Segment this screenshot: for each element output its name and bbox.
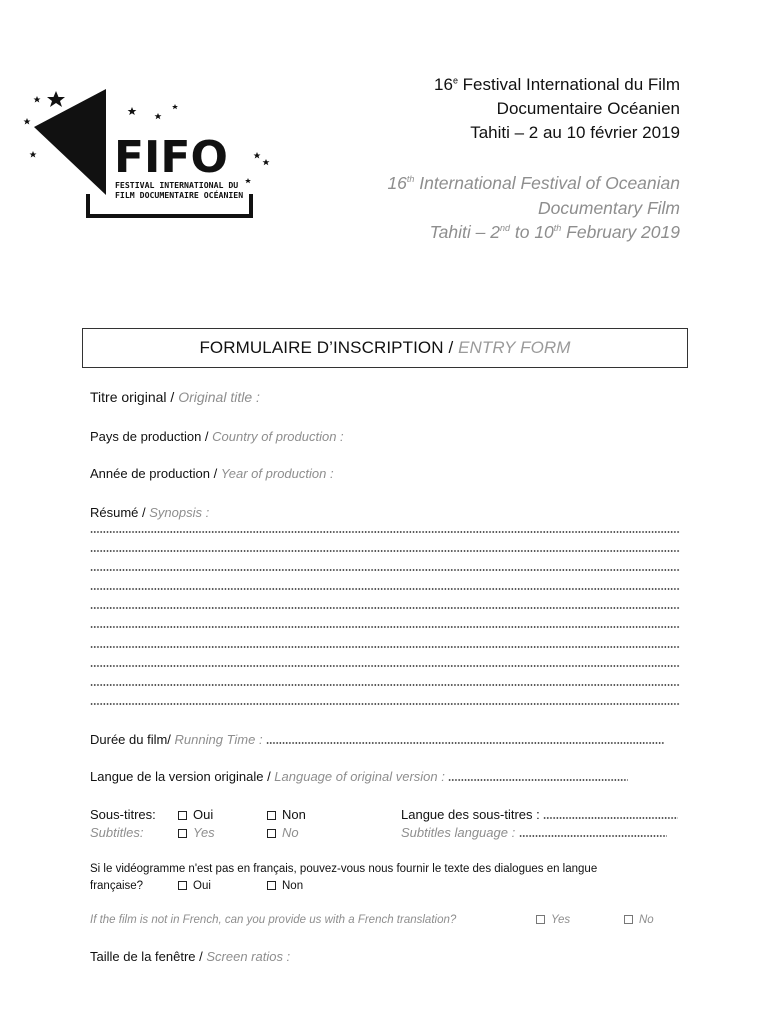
star-icon: [128, 107, 137, 115]
synopsis-line[interactable]: [90, 550, 680, 552]
synopsis-line[interactable]: [90, 588, 680, 590]
subtitles-label-fr: Sous-titres:: [90, 807, 156, 822]
star-icon: [254, 152, 261, 159]
form-title: FORMULAIRE D’INSCRIPTION / ENTRY FORM: [82, 328, 688, 368]
subtitles-oui-checkbox[interactable]: Oui: [178, 807, 213, 822]
star-icon: [245, 178, 251, 183]
synopsis-line[interactable]: [90, 665, 680, 667]
subtitles-no-checkbox[interactable]: No: [267, 825, 299, 840]
subtitles-language-field-fr[interactable]: Langue des sous-titres :: [401, 807, 678, 822]
star-icon: [30, 151, 37, 158]
fifo-logo: [20, 82, 280, 222]
star-icon: [155, 113, 162, 119]
translation-no-checkbox[interactable]: No: [624, 914, 654, 926]
subtitles-language-field-en[interactable]: Subtitles language :: [401, 825, 667, 840]
star-icon: [263, 159, 270, 165]
year-field[interactable]: Année de production / Year of production :: [90, 466, 334, 481]
header-french: 16e Festival International du Film Documentaire Océanien Tahiti – 2 au 10 février 2019: [434, 75, 680, 142]
subtitles-non-checkbox[interactable]: Non: [267, 807, 306, 822]
synopsis-line[interactable]: [90, 646, 680, 648]
header-english: 16th International Festival of Oceanian Documentary Film Tahiti – 2nd to 10th February 2019: [387, 173, 680, 242]
star-icon: [172, 104, 178, 109]
screen-ratio-field[interactable]: Taille de la fenêtre / Screen ratios :: [90, 949, 291, 964]
synopsis-label: Résumé / Synopsis :: [90, 505, 210, 520]
synopsis-line[interactable]: [90, 703, 680, 705]
synopsis-line[interactable]: [90, 607, 680, 609]
language-field[interactable]: Langue de la version originale / Language of original version :: [90, 769, 628, 784]
translation-question: If the film is not in French, can you provide us with a French translation?: [90, 914, 457, 926]
subtitles-label-en: Subtitles:: [90, 825, 144, 840]
translation-yes-checkbox[interactable]: Yes: [536, 914, 570, 926]
star-icon: [24, 118, 31, 125]
star-icon: [34, 96, 41, 103]
running-time-field[interactable]: Durée du film/ Running Time :: [90, 732, 664, 747]
logo-tagline-1: FESTIVAL INTERNATIONAL DU: [115, 180, 239, 190]
synopsis-line[interactable]: [90, 569, 680, 571]
logo-wordmark: FIFO: [114, 132, 228, 183]
synopsis-line[interactable]: [90, 626, 680, 628]
logo-tagline-2: FILM DOCUMENTAIRE OCÉANIEN: [115, 190, 244, 200]
original-title-field[interactable]: Titre original / Original title :: [90, 389, 260, 405]
star-icon: [47, 91, 65, 107]
synopsis-line[interactable]: [90, 684, 680, 686]
dialogue-non-checkbox[interactable]: Non: [267, 880, 303, 892]
dialogue-question-line1: Si le vidéogramme n'est pas en français, pouvez-vous nous fournir le texte des dialogues en langue: [90, 863, 598, 875]
dialogue-oui-checkbox[interactable]: Oui: [178, 880, 211, 892]
dialogue-question-line2: française?: [90, 880, 144, 892]
country-field[interactable]: Pays de production / Country of production :: [90, 429, 344, 444]
synopsis-line[interactable]: [90, 531, 680, 533]
subtitles-yes-checkbox[interactable]: Yes: [178, 825, 215, 840]
